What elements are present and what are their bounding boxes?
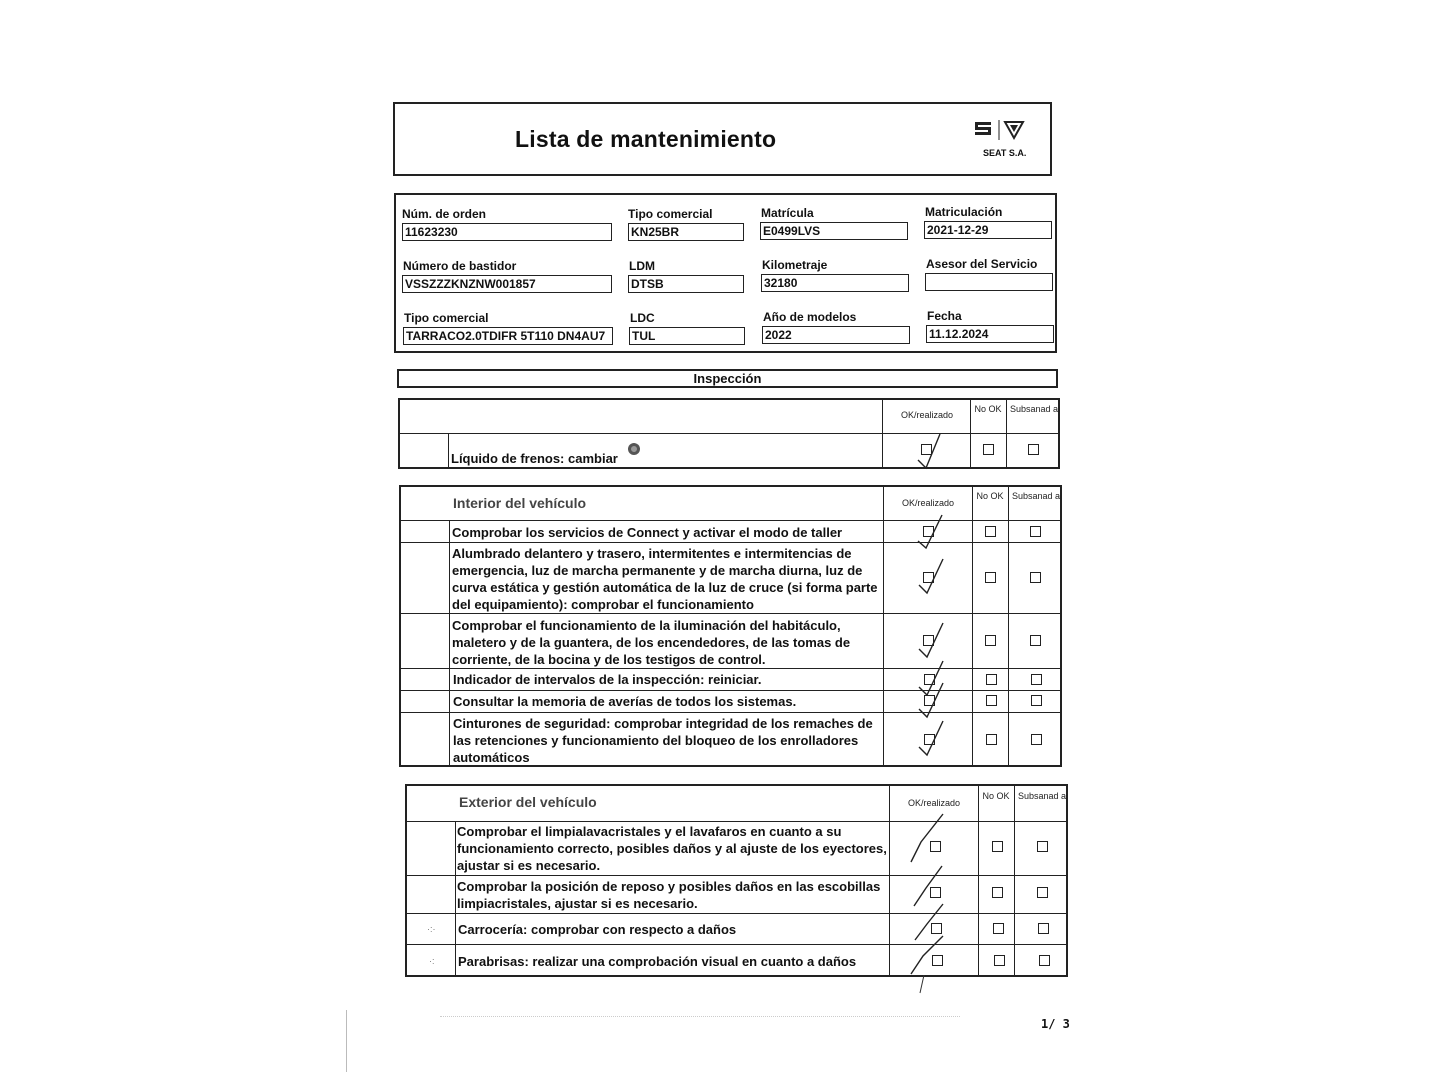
field-service-advisor xyxy=(925,273,1053,291)
field-commercial-type-full: TARRACO2.0TDIFR 5T110 DN4AU7 xyxy=(403,327,613,345)
checkbox-no-ok[interactable] xyxy=(985,572,996,583)
row-text-wiper-blades: Comprobar la posición de reposo y posibles daños en las escobillas limpiacristales, ajustar si es necesario. xyxy=(457,879,881,911)
row-text-seatbelts: Cinturones de seguridad: comprobar integridad de los remaches de las retenciones y funcionamiento del bloqueo de los enrolladores automáticos xyxy=(453,716,873,765)
field-plate: E0499LVS xyxy=(760,222,908,240)
checkbox-subsanada[interactable] xyxy=(1031,734,1042,745)
field-vin: VSSZZZKNZNW001857 xyxy=(402,275,612,293)
col-head-subsanada: Subsanad a xyxy=(1011,491,1061,501)
checkbox-subsanada[interactable] xyxy=(1030,526,1041,537)
interior-table-title: Interior del vehículo xyxy=(453,495,587,511)
row-text-interior-lighting: Comprobar el funcionamiento de la iluminación del habitáculo, maletero y de la guantera, de los encendedores, de las tomas de corriente, de la bocina y de los testigos de control. xyxy=(452,618,851,667)
service-mark-icon xyxy=(627,442,641,456)
field-ldm: DTSB xyxy=(628,275,744,293)
checkbox-no-ok[interactable] xyxy=(985,635,996,646)
seat-cupra-logo-icon xyxy=(973,116,1033,144)
field-label-commercial-type-full: Tipo comercial xyxy=(404,311,489,325)
row-text-windscreen: Parabrisas: realizar una comprobación visual en cuanto a daños xyxy=(458,954,857,969)
field-label-ldm: LDM xyxy=(629,259,655,273)
checkbox-subsanada[interactable] xyxy=(1031,674,1042,685)
field-label-order-number: Núm. de orden xyxy=(402,207,487,221)
field-registration: 2021-12-29 xyxy=(924,221,1052,239)
field-label-date: Fecha xyxy=(927,309,962,323)
col-head-subsanada: Subsanad a xyxy=(1017,791,1067,801)
checkbox-no-ok[interactable] xyxy=(986,674,997,685)
field-label-mileage: Kilometraje xyxy=(762,258,828,272)
field-commercial-type: KN25BR xyxy=(628,223,744,241)
row-text-bodywork: Carrocería: comprobar con respecto a daños xyxy=(458,922,737,937)
field-date: 11.12.2024 xyxy=(926,325,1054,343)
checkbox-subsanada[interactable] xyxy=(1038,923,1049,934)
handwritten-check-icon xyxy=(917,717,957,761)
field-label-vin: Número de bastidor xyxy=(403,259,517,273)
checkbox-no-ok[interactable] xyxy=(986,734,997,745)
exterior-table-title: Exterior del vehículo xyxy=(459,794,597,810)
vehicle-info-box xyxy=(394,193,1057,353)
field-label-service-advisor: Asesor del Servicio xyxy=(926,257,1038,271)
footer-rule xyxy=(440,1016,960,1017)
section-heading-inspection: Inspección xyxy=(397,369,1058,388)
checkbox-no-ok[interactable] xyxy=(992,887,1003,898)
checkbox-subsanada[interactable] xyxy=(1031,695,1042,706)
document-header xyxy=(393,102,1052,176)
handwritten-check-icon xyxy=(916,511,956,555)
field-ldc: TUL xyxy=(629,327,745,345)
field-label-registration: Matriculación xyxy=(925,205,1003,219)
inspection-table xyxy=(398,398,1060,469)
brand-caption: SEAT S.A. xyxy=(983,148,1027,158)
handwritten-check-icon xyxy=(916,430,956,474)
checkbox-subsanada[interactable] xyxy=(1037,841,1048,852)
col-head-subsanada: Subsanad a xyxy=(1009,404,1059,414)
handwritten-check-icon xyxy=(917,619,957,663)
checkbox-no-ok[interactable] xyxy=(985,526,996,537)
page-edge-mark xyxy=(346,1010,347,1072)
row-text-fault-memory: Consultar la memoria de averías de todos los sistemas. xyxy=(453,694,797,709)
field-label-plate: Matrícula xyxy=(761,206,814,220)
row-text-lighting: Alumbrado delantero y trasero, intermitentes e intermitencias de emergencia, luz de marcha permanente y de marcha diurna, luz de curva estática y gestión automática de la luz de cruce (si forma parte del equipamiento): comprobar el funcionamiento xyxy=(452,546,878,612)
row-marker: ·:· xyxy=(427,924,436,934)
col-head-ok: OK/realizado xyxy=(907,798,961,808)
document-title: Lista de mantenimiento xyxy=(515,126,777,152)
checkbox-no-ok[interactable] xyxy=(992,841,1003,852)
row-text-connect: Comprobar los servicios de Connect y activar el modo de taller xyxy=(452,525,843,540)
row-text-washers: Comprobar el limpialavacristales y el lavafaros en cuanto a su funcionamiento correcto, posibles daños y al ajuste de los eyectores, ajustar si es necesario. xyxy=(457,824,887,873)
field-label-model-year: Año de modelos xyxy=(763,310,857,324)
row-text-service-interval: Indicador de intervalos de la inspección: reiniciar. xyxy=(453,672,762,687)
checkbox-subsanada[interactable] xyxy=(1030,635,1041,646)
field-label-ldc: LDC xyxy=(630,311,655,325)
page-number: 1/ 3 xyxy=(1041,1017,1070,1031)
checkbox-no-ok[interactable] xyxy=(993,923,1004,934)
exterior-table xyxy=(405,784,1068,977)
handwritten-check-icon xyxy=(907,818,947,862)
field-order-number: 11623230 xyxy=(402,223,612,241)
checkbox-subsanada[interactable] xyxy=(1028,444,1039,455)
interior-table xyxy=(399,485,1062,767)
handwritten-check-icon xyxy=(917,557,957,601)
checkbox-subsanada[interactable] xyxy=(1039,955,1050,966)
col-head-ok: OK/realizado xyxy=(901,498,955,508)
checkbox-no-ok[interactable] xyxy=(986,695,997,706)
checkbox-no-ok[interactable] xyxy=(994,955,1005,966)
handwritten-check-icon xyxy=(909,938,949,982)
field-label-commercial-type: Tipo comercial xyxy=(628,207,713,221)
pen-stroke-icon xyxy=(918,975,928,995)
checkbox-subsanada[interactable] xyxy=(1037,887,1048,898)
col-head-ok: OK/realizado xyxy=(900,410,954,420)
row-text-brake-fluid: Líquido de frenos: cambiar xyxy=(451,451,618,466)
col-head-no-ok: No OK xyxy=(976,491,1004,501)
col-head-no-ok: No OK xyxy=(974,404,1002,414)
field-model-year: 2022 xyxy=(762,326,910,344)
checkbox-no-ok[interactable] xyxy=(983,444,994,455)
field-mileage: 32180 xyxy=(761,274,909,292)
col-head-no-ok: No OK xyxy=(982,791,1010,801)
checkbox-subsanada[interactable] xyxy=(1030,572,1041,583)
row-marker: ·: xyxy=(429,956,435,966)
